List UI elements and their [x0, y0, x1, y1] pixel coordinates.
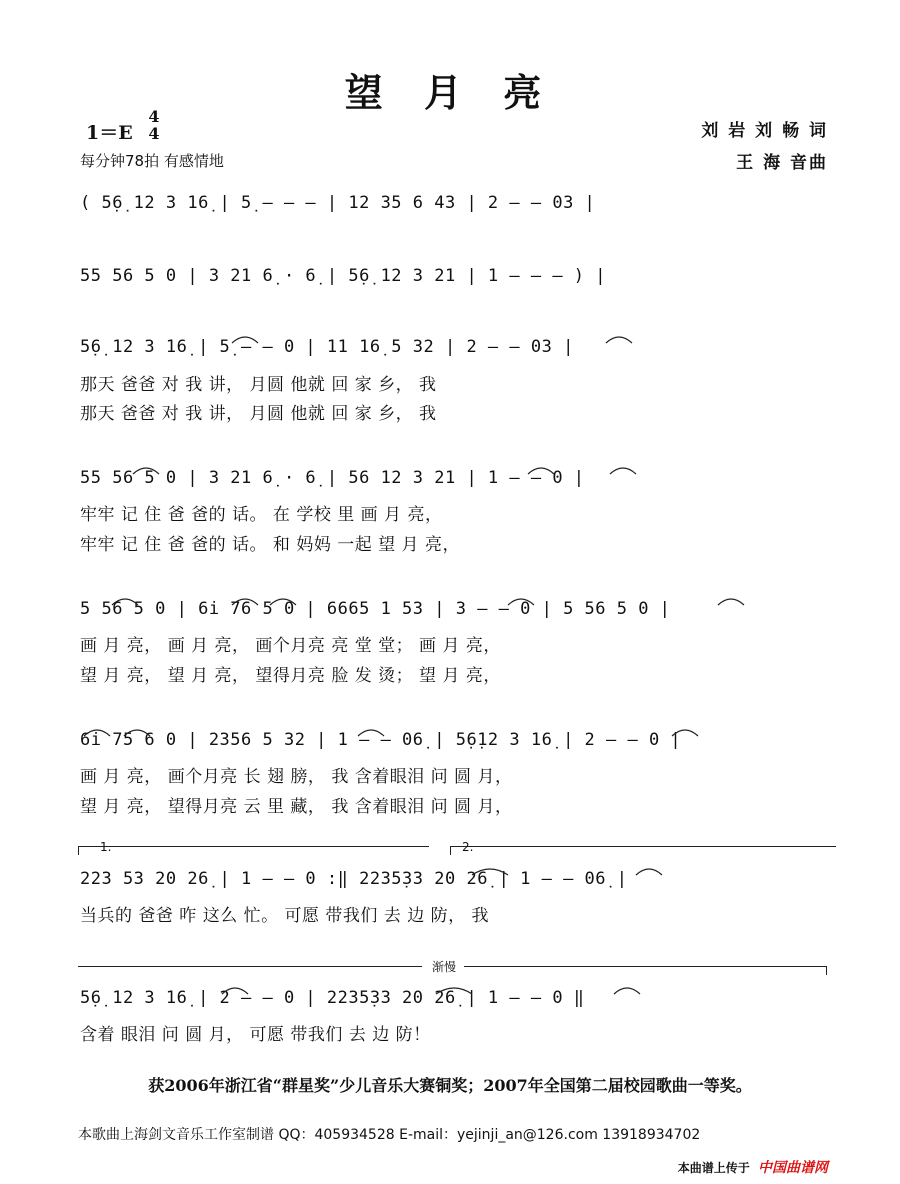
notation-line-2: 55 56 5 0 | 3 21 6̣ · 6̣ | 5̣6̣ 12 3 21 | 1 – – – ) | [80, 266, 607, 286]
ritardando-marking: 渐慢 [432, 960, 457, 974]
notation-line-3: 5̣6̣ 12 3 16̣ | 5̣ – – 0 | 11 16̣ 5 32 | 2 – – 03 | [80, 337, 574, 357]
time-signature-top: 4 [148, 107, 160, 126]
notation-line-7: 223 53 20 26̣ | 1 – – 0 :‖ 2235̣33 20 26̣ | 1 – – 06̣ | [80, 869, 628, 889]
time-signature-bottom: 4 [148, 124, 160, 143]
notation-line-5: 5 56 5 0 | 6i 76 5 0 | 6665 1 53 | 3 – – 0 | 5 56 5 0 | [80, 599, 671, 619]
lyric-line-6-verse-2: 望 月 亮， 望得月亮 云 里 藏， 我 含着眼泪 问 圆 月， [80, 797, 513, 817]
volta-label-2: 2. [462, 840, 474, 854]
lyric-line-8: 含着 眼泪 问 圆 月， 可愿 带我们 去 边 防！ [80, 1025, 431, 1045]
time-signature [146, 108, 162, 142]
volta-bracket-1 [78, 846, 429, 855]
lyric-line-4-verse-2: 牢牢 记 住 爸 爸的 话。 和 妈妈 一起 望 月 亮， [80, 535, 460, 555]
volta-bracket-2 [450, 846, 836, 855]
award-note: 获2006年浙江省“群星奖”少儿音乐大赛铜奖；2007年全国第二届校园歌曲一等奖。 [148, 1076, 752, 1095]
song-title: 望 月 亮 [344, 70, 556, 115]
site-logo: 中国曲谱网 [758, 1160, 828, 1176]
notation-line-8: 5̣6̣ 12 3 16̣ | 2 – – 0 | 2235̣33 20 26̣ | 1 – – 0 ‖ [80, 988, 585, 1008]
tempo-marking: 每分钟78拍 有感情地 [80, 152, 224, 170]
notation-line-6: 6i 75 6 0 | 2356 5 32 | 1 – – 06̣ | 5̣6̣12 3 16̣ | 2 – – 0 | [80, 730, 682, 750]
composer-credit: 王 海 音曲 [736, 153, 828, 173]
upload-label: 本曲谱上传于 [677, 1161, 750, 1175]
upload-note [678, 1157, 828, 1177]
ritardando-line-right [464, 966, 827, 975]
lyric-line-7: 当兵的 爸爸 咋 这么 忙。 可愿 带我们 去 边 防， 我 [80, 906, 490, 926]
volta-label-1: 1. [100, 840, 112, 854]
footer-credits: 本歌曲上海剑文音乐工作室制谱 QQ：405934528 E-mail：yejinji_an@126.com 13918934702 [78, 1127, 701, 1143]
notation-line-1: ( 5̣6̣ 12 3 16̣ | 5̣ – – – | 12 35 6 43 | 2 – – 03 | [80, 193, 596, 213]
lyric-line-3-verse-2: 那天 爸爸 对 我 讲， 月圆 他就 回 家 乡， 我 [80, 404, 437, 424]
lyric-line-5-verse-1: 画 月 亮， 画 月 亮， 画个月亮 亮 堂 堂； 画 月 亮， [80, 636, 501, 656]
lyric-line-6-verse-1: 画 月 亮， 画个月亮 长 翅 膀， 我 含着眼泪 问 圆 月， [80, 767, 513, 787]
lyric-line-3-verse-1: 那天 爸爸 对 我 讲， 月圆 他就 回 家 乡， 我 [80, 375, 437, 395]
lyric-line-4-verse-1: 牢牢 记 住 爸 爸的 话。 在 学校 里 画 月 亮， [80, 505, 443, 525]
ritardando-line-left [78, 966, 422, 967]
lyric-line-5-verse-2: 望 月 亮， 望 月 亮， 望得月亮 脸 发 烫； 望 月 亮， [80, 666, 501, 686]
lyricist-credit: 刘 岩 刘 畅 词 [701, 121, 828, 141]
key-signature: 1＝E [86, 122, 133, 144]
notation-line-4: 55 56 5 0 | 3 21 6̣ · 6̣ | 56 12 3 21 | 1 – – 0 | [80, 468, 585, 488]
